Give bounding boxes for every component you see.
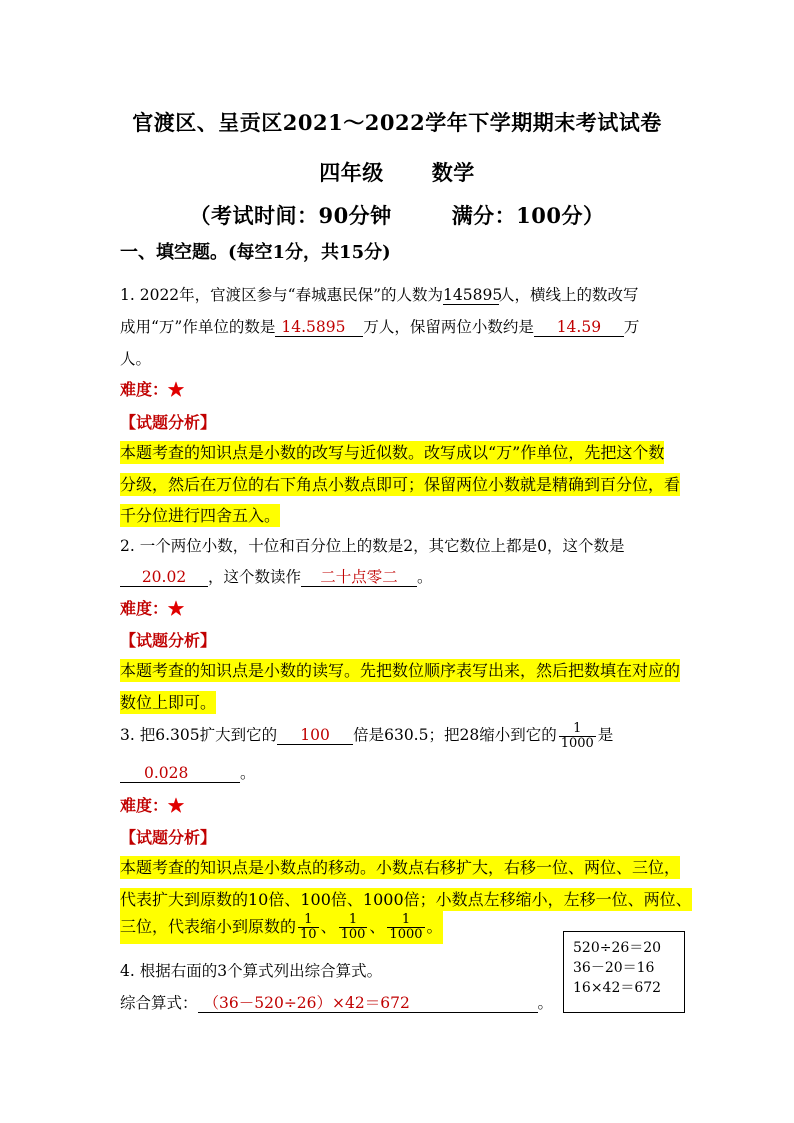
calc-line: 520÷26＝20 [573, 940, 662, 956]
subject: 数学 [431, 160, 475, 185]
q1-analysis-label: 【试题分析】 [120, 413, 217, 432]
q3-answer2: 0.028 [120, 764, 240, 783]
q3-line1: 3. 把6.305扩大到它的 100 倍是630.5；把28缩小到它的 $\frac{1}{1000}$ 是 [120, 720, 614, 751]
q3-line2: 0.028 。 [120, 762, 256, 784]
q1-difficulty: 难度：★ [120, 380, 185, 399]
q2-analysis-line2: 数位上即可。 [120, 693, 217, 712]
q3-analysis-line2: 代表扩大到原数的10倍、100倍、1000倍；小数点左移缩小，左移一位、两位、 [120, 890, 692, 909]
star-icon: ★ [168, 599, 185, 618]
q2-analysis-label: 【试题分析】 [120, 631, 217, 650]
q1-analysis-line1: 本题考查的知识点是小数的改写与近似数。改写成以“万”作单位，先把这个数 [120, 443, 665, 462]
q2-answer1: 20.02 [120, 568, 208, 587]
exam-title: 官渡区、呈贡区2021～2022学年下学期期末考试试卷 [132, 110, 662, 135]
exam-score: 满分：100分） [451, 203, 605, 228]
section-title: 一、填空题。(每空1分，共15分) [120, 242, 391, 263]
q1-analysis-line2: 分级，然后在万位的右下角点小数点即可；保留两位小数就是精确到百分位，看 [120, 475, 681, 494]
calc-line: 16×42＝672 [573, 980, 662, 996]
grade: 四年级 [319, 160, 384, 185]
q4-line1: 4. 根据右面的3个算式列出综合算式。 [120, 962, 383, 980]
fraction: $\frac{1}{100}$ [340, 912, 366, 942]
q1-analysis-line3: 千分位进行四舍五入。 [120, 506, 281, 525]
q2-difficulty: 难度：★ [120, 599, 185, 618]
exam-time: （考试时间：90分钟 [189, 203, 392, 228]
calc-line: 36－20＝16 [573, 960, 655, 976]
q2-answer2: 二十点零二 [301, 568, 417, 587]
q3-answer1: 100 [277, 726, 353, 745]
fraction: $\frac{1}{10}$ [300, 912, 317, 942]
grade-subject [0, 157, 794, 187]
q1-answer3: 14.59 [534, 318, 624, 337]
q4-answer: （36－520÷26）×42＝672 [198, 994, 538, 1013]
q1-line3: 人。 [120, 350, 152, 368]
star-icon: ★ [168, 380, 185, 399]
q3-analysis-label: 【试题分析】 [120, 828, 217, 847]
star-icon: ★ [168, 796, 185, 815]
q3-analysis-line3: 三位，代表缩小到原数的 $\frac{1}{10}$ 、 $\frac{1}{100}$ 、 $\frac{1}{1000}$ 。 [120, 912, 443, 942]
q2-line2: 20.02 ，这个数读作 二十点零二 。 [120, 566, 433, 588]
q2-line1: 2. 一个两位小数，十位和百分位上的数是2，其它数位上都是0，这个数是 [120, 537, 625, 555]
fraction: $\frac{1}{1000}$ [389, 912, 423, 942]
q3-difficulty: 难度：★ [120, 796, 185, 815]
q1-answer2: 14.5895 [275, 318, 363, 337]
fraction: $\frac{1}{1000}$ [560, 720, 594, 751]
q3-analysis-line1: 本题考查的知识点是小数点的移动。小数点右移扩大，右移一位、两位、三位， [120, 858, 681, 877]
q4-line2: 综合算式： （36－520÷26）×42＝672 。 [120, 994, 554, 1012]
q1-line1: 1. 2022年，官渡区参与“春城惠民保”的人数为145895人，横线上的数改写 [120, 286, 639, 304]
calculation-box [563, 931, 685, 1013]
q1-answer1: 145895 [443, 286, 503, 304]
q2-analysis-line1: 本题考查的知识点是小数的读写。先把数位顺序表写出来，然后把数填在对应的 [120, 661, 681, 680]
exam-info [0, 200, 794, 230]
q1-line2: 成用“万”作单位的数是 14.5895 万人，保留两位小数约是 14.59 万 [120, 318, 640, 336]
